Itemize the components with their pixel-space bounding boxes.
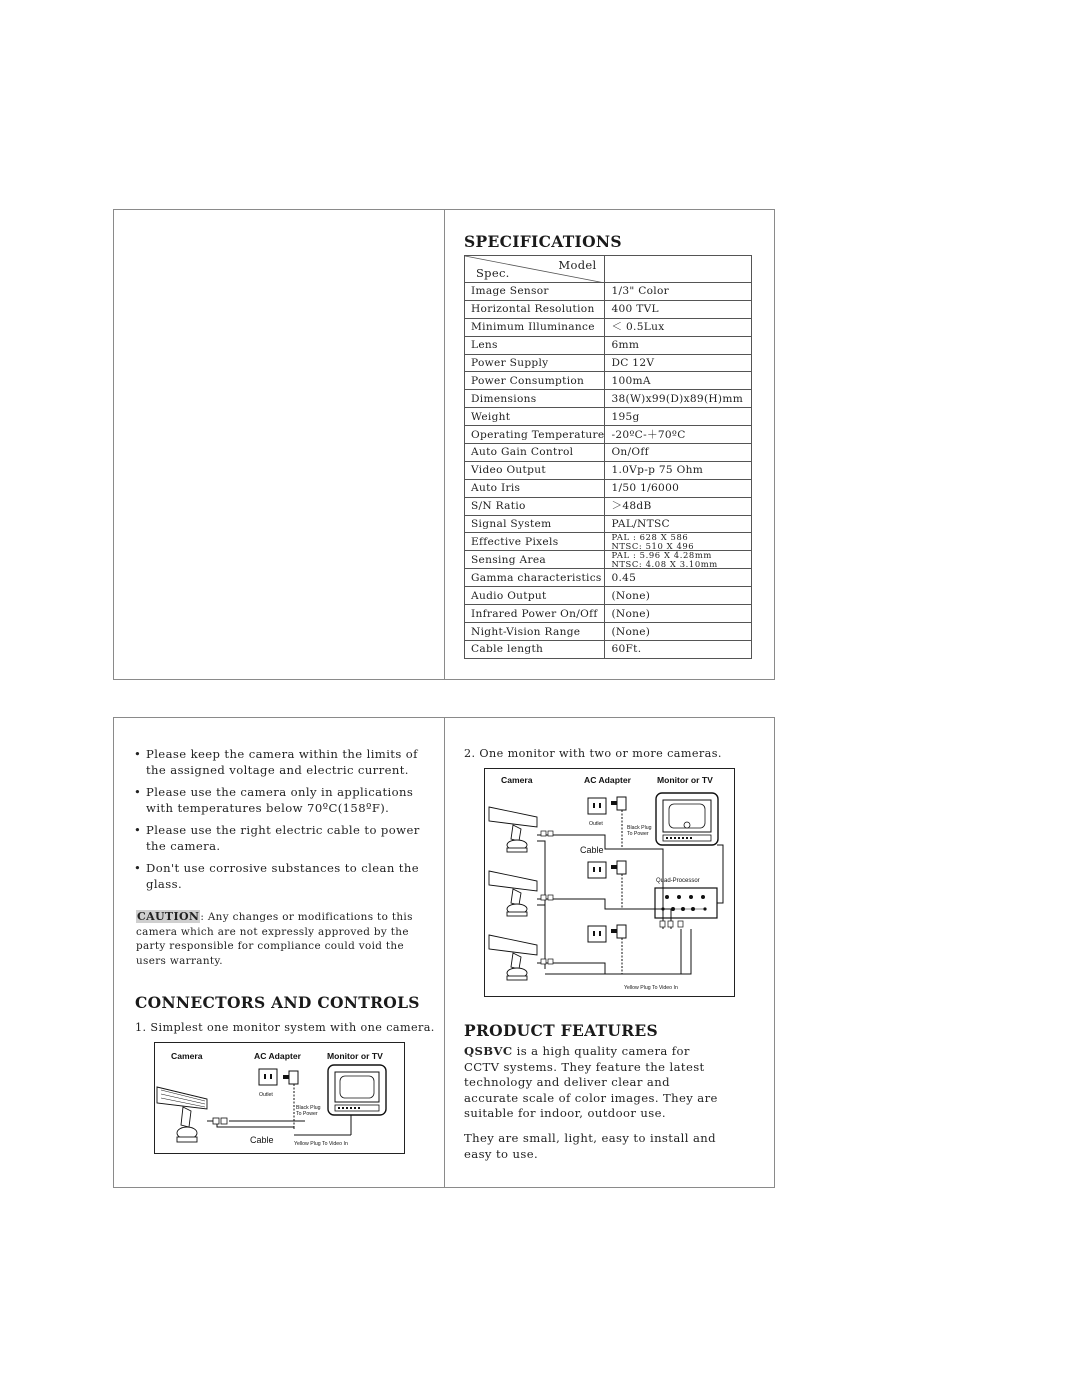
svg-text:Camera: Camera [501, 775, 533, 785]
safety-bullet: • Please keep the camera within the limits of the assigned voltage and electric current. [134, 747, 418, 777]
spec-label: Weight [465, 408, 605, 426]
spec-value: PAL/NTSC [605, 515, 752, 533]
safety-bullet: • Please use the camera only in applications with temperatures below 70ºC(158ºF). [134, 785, 414, 815]
diagram-single-camera [154, 1042, 405, 1154]
label-yellow-plug: Yellow Plug To Video In [294, 1141, 348, 1147]
spec-value-line: NTSC: 4.08 X 3.10mm [611, 558, 718, 569]
top-sheet [113, 209, 775, 680]
fold-divider [444, 210, 445, 679]
caution-text: : Any changes or modifications to this camera which are not expressly approved by the party responsible for compliance could void the users warranty. [136, 911, 413, 967]
bottom-sheet [113, 717, 775, 1188]
label-outlet: Outlet [259, 1092, 273, 1098]
features-paragraph-2: They are small, light, easy to install and easy to use. [464, 1131, 716, 1161]
diagram-multi-camera [484, 768, 735, 997]
spec-label: Image Sensor [465, 283, 605, 301]
specifications-table [464, 255, 752, 659]
label-cable: Cable [250, 1135, 274, 1145]
spec-label: Horizontal Resolution [465, 300, 605, 318]
spec-row [465, 318, 752, 336]
spec-label: Night-Vision Range [465, 623, 605, 641]
spec-label: Lens [465, 336, 605, 354]
spec-value: -20ºC-＋70ºC [605, 426, 752, 444]
spec-value [605, 551, 752, 569]
svg-text:Black Plug: Black Plug [296, 1105, 321, 1111]
spec-label: S/N Ratio [465, 497, 605, 515]
spec-label: Power Consumption [465, 372, 605, 390]
spec-value: 38(W)x99(D)x89(H)mm [605, 390, 752, 408]
spec-value: 400 TVL [605, 300, 752, 318]
spec-label: Effective Pixels [465, 533, 605, 551]
wiring-diagram-2 [485, 769, 734, 996]
svg-text:Monitor or TV: Monitor or TV [657, 775, 713, 785]
spec-value: 6mm [605, 336, 752, 354]
svg-text:To Power: To Power [627, 831, 649, 837]
spec-value: 60Ft. [605, 641, 752, 659]
spec-label: Infrared Power On/Off [465, 605, 605, 623]
spec-value: 195g [605, 408, 752, 426]
spec-row [465, 408, 752, 426]
spec-label: Dimensions [465, 390, 605, 408]
svg-text:Outlet: Outlet [589, 821, 603, 827]
spec-label: Video Output [465, 461, 605, 479]
spec-row [465, 569, 752, 587]
caution-label: CAUTION [137, 910, 200, 923]
label-quad-processor: Quad-Processor [656, 878, 700, 884]
spec-label: Minimum Illuminance [465, 318, 605, 336]
spec-label: Operating Temperature [465, 426, 605, 444]
spec-label: Power Supply [465, 354, 605, 372]
spec-row [465, 479, 752, 497]
specifications-title: SPECIFICATIONS [464, 232, 622, 251]
spec-value: On/Off [605, 444, 752, 462]
caution-note [136, 910, 426, 968]
spec-value: (None) [605, 623, 752, 641]
spec-value: 100mA [605, 372, 752, 390]
header-spec: Spec. [476, 266, 510, 280]
spec-model-header-cell [465, 256, 605, 283]
spec-row [465, 605, 752, 623]
monitor-icon [328, 1065, 386, 1115]
spec-value-line: NTSC: 510 X 496 [611, 540, 695, 551]
spec-value: (None) [605, 605, 752, 623]
connectors-title: CONNECTORS AND CONTROLS [135, 993, 420, 1012]
spec-row [465, 533, 752, 551]
spec-value: 1/50 1/6000 [605, 479, 752, 497]
label-camera: Camera [171, 1051, 203, 1061]
spec-row [465, 390, 752, 408]
spec-label: Cable length [465, 641, 605, 659]
svg-text:AC Adapter: AC Adapter [584, 775, 631, 785]
safety-bullet: • Please use the right electric cable to power the camera. [134, 823, 420, 853]
spec-value-line: PAL : 5.96 X 4.28mm [611, 550, 712, 561]
label-adapter: AC Adapter [254, 1051, 301, 1061]
features-title: PRODUCT FEATURES [464, 1021, 659, 1040]
spec-label: Signal System [465, 515, 605, 533]
spec-row [465, 641, 752, 659]
spec-row [465, 354, 752, 372]
spec-row [465, 551, 752, 569]
fold-divider [444, 718, 445, 1187]
camera-icon [157, 1087, 207, 1142]
features-paragraph-1: QSBVC is a high quality camera for CCTV systems. They feature the latest technology and deliver clear and accurate scale of color images. They are suitable for indoor, outdoor use. [464, 1044, 718, 1120]
spec-value: 1.0Vp-p 75 Ohm [605, 461, 752, 479]
label-monitor: Monitor or TV [327, 1051, 383, 1061]
spec-value: ＞48dB [605, 497, 752, 515]
spec-row [465, 515, 752, 533]
header-model: Model [558, 258, 597, 272]
spec-label: Sensing Area [465, 551, 605, 569]
spec-row [465, 497, 752, 515]
spec-row [465, 623, 752, 641]
spec-value [605, 533, 752, 551]
spec-value-line: PAL : 628 X 586 [611, 532, 689, 543]
spec-value: DC 12V [605, 354, 752, 372]
svg-text:Black Plug: Black Plug [627, 825, 652, 831]
spec-table-header [465, 256, 752, 283]
spec-value: (None) [605, 587, 752, 605]
quad-processor-icon [655, 888, 717, 918]
spec-value: 0.45 [605, 569, 752, 587]
connectors-item-2: 2. One monitor with two or more cameras. [464, 747, 722, 760]
svg-text:To Power: To Power [296, 1111, 318, 1117]
spec-row [465, 444, 752, 462]
svg-text:Yellow Plug To Video In: Yellow Plug To Video In [624, 985, 678, 991]
spec-row [465, 587, 752, 605]
wiring-diagram-1 [155, 1043, 404, 1153]
brand-name: QSBVC [464, 1044, 513, 1058]
svg-text:Cable: Cable [580, 845, 604, 855]
spec-row [465, 372, 752, 390]
header-empty-cell [605, 256, 752, 283]
safety-bullet: • Don't use corrosive substances to clean the glass. [134, 861, 419, 891]
connectors-item-1: 1. Simplest one monitor system with one camera. [135, 1021, 435, 1034]
spec-value: 1/3" Color [605, 283, 752, 301]
spec-row [465, 300, 752, 318]
spec-label: Auto Gain Control [465, 444, 605, 462]
safety-bullets [134, 746, 424, 898]
outlet-icon [259, 1069, 277, 1085]
spec-label: Audio Output [465, 587, 605, 605]
spec-row [465, 426, 752, 444]
spec-row [465, 461, 752, 479]
spec-label: Auto Iris [465, 479, 605, 497]
spec-value: ＜ 0.5Lux [605, 318, 752, 336]
adapter-icon [289, 1071, 298, 1084]
spec-row [465, 336, 752, 354]
spec-label: Gamma characteristics [465, 569, 605, 587]
spec-row [465, 283, 752, 301]
